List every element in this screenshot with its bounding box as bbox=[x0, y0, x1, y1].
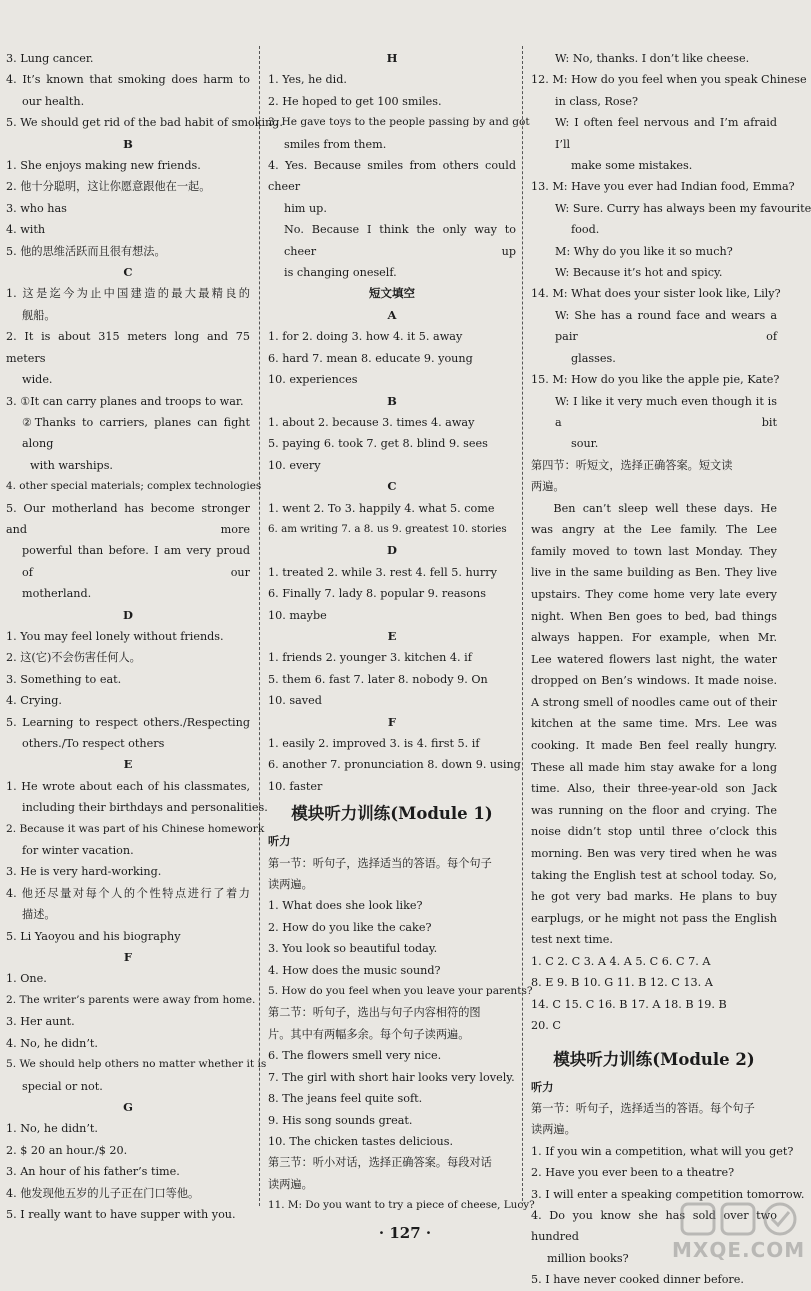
text-line: 1. What does she look like? bbox=[268, 899, 423, 913]
text-line: 2. $ 20 an hour./$ 20. bbox=[6, 1143, 128, 1157]
text-line: 4. with bbox=[6, 223, 46, 237]
text-line: 2. 这(它)不会伤害任何人。 bbox=[6, 651, 141, 665]
text-line: 读两遍。 bbox=[268, 1177, 313, 1191]
text-line: 第四节：听短文，选择正确答案。短文读 bbox=[531, 458, 733, 472]
text-line: 4. No, he didn’t. bbox=[6, 1036, 98, 1050]
text-line: him up. bbox=[284, 201, 327, 215]
text-line: 4. other special materials; complex technologies bbox=[6, 480, 262, 493]
text-line: 3. Lung cancer. bbox=[6, 52, 94, 65]
text-line: 1. Yes, he did. bbox=[268, 73, 347, 87]
text-line: 15. M: How do you like the apple pie, Kate? bbox=[531, 373, 780, 387]
text-line: 5. I have never cooked dinner before. bbox=[531, 1273, 744, 1287]
answer-line: 10. every bbox=[268, 458, 321, 472]
text-line: 2. How do you like the cake? bbox=[268, 920, 432, 934]
text-line: 2. He hoped to get 100 smiles. bbox=[268, 94, 442, 108]
answer-line: 10. faster bbox=[268, 779, 323, 793]
text-line: in class, Rose? bbox=[555, 94, 638, 108]
text-line: 第二节：听句子，选出与句子内容相符的图 bbox=[268, 1006, 481, 1020]
text-line: others./To respect others bbox=[22, 737, 165, 750]
text-line: 14. M: What does your sister look like, Lily? bbox=[531, 287, 781, 301]
answer-line: 10. experiences bbox=[268, 373, 358, 387]
text-line: 3. Something to eat. bbox=[6, 672, 122, 686]
text-line: 5. Our motherland has become stronger and more bbox=[6, 501, 250, 536]
text-line: 4. It’s known that smoking does harm to bbox=[6, 73, 250, 87]
column-middle bbox=[268, 48, 535, 1217]
text-line: including their birthdays and personalities. bbox=[22, 801, 268, 815]
text-line: 1. 这是迄今为止中国建造的最大最精良的 bbox=[6, 287, 250, 301]
text-line: 2. 他十分聪明，这让你愿意跟他在一起。 bbox=[6, 180, 211, 194]
text-line: 3. ①It can carry planes and troops to war. bbox=[6, 394, 244, 408]
text-line: W: No, thanks. I don’t like cheese. bbox=[555, 52, 750, 65]
text-line: W: She has a round face and wears a pair of bbox=[555, 308, 777, 344]
text-line: 10. The chicken tastes delicious. bbox=[268, 1134, 454, 1148]
page-number: · 127 · bbox=[378, 1224, 432, 1242]
text-line: 4. Crying. bbox=[6, 694, 62, 708]
answer-line: 5. them 6. fast 7. later 8. nobody 9. On bbox=[268, 672, 488, 686]
text-line: 5. I really want to have supper with you. bbox=[6, 1207, 236, 1221]
text-line: 3. I will enter a speaking competition tomorrow. bbox=[531, 1187, 805, 1201]
text-line: food. bbox=[571, 223, 600, 237]
text-line: 2. Because it was part of his Chinese homework bbox=[6, 822, 265, 835]
text-line: 3. He is very hard-working. bbox=[6, 865, 162, 879]
answer-line: 5. paying 6. took 7. get 8. blind 9. sees bbox=[268, 437, 488, 451]
text-line: W: Sure. Curry has always been my favourite bbox=[555, 201, 811, 215]
section-heading: H bbox=[386, 51, 398, 65]
column-right bbox=[531, 48, 811, 1291]
section-heading: G bbox=[123, 1099, 133, 1114]
text-line: 13. M: Have you ever had Indian food, Emma? bbox=[531, 180, 795, 194]
text-line: 5. We should get rid of the bad habit of smoking. bbox=[6, 116, 283, 130]
text-line: 第一节：听句子，选择适当的答语。每个句子 bbox=[531, 1102, 755, 1116]
text-line: 5. Learning to respect others./Respecting bbox=[6, 715, 250, 729]
section-heading: B bbox=[123, 136, 133, 151]
answer-line: 1. treated 2. while 3. rest 4. fell 5. hurry bbox=[268, 565, 497, 579]
answer-line: 8. E 9. B 10. G 11. B 12. C 13. A bbox=[531, 976, 713, 990]
text-line: 8. The jeans feel quite soft. bbox=[268, 1092, 423, 1106]
section-heading: D bbox=[387, 543, 397, 558]
section-heading: D bbox=[123, 607, 133, 622]
text-line: W: I often feel nervous and I’m afraid I’ll bbox=[555, 116, 777, 151]
text-line: 4. 他还尽量对每个人的个性特点进行了着力 bbox=[6, 886, 250, 900]
module-title: 模块听力训练(Module 1) bbox=[291, 804, 493, 824]
text-line: glasses. bbox=[571, 351, 616, 365]
text-line: 7. The girl with short hair looks very lovely. bbox=[268, 1070, 515, 1084]
text-line: W: Because it’s hot and spicy. bbox=[555, 266, 723, 280]
answer-line: 1. for 2. doing 3. how 4. it 5. away bbox=[268, 330, 463, 344]
text-line: wide. bbox=[22, 373, 53, 387]
listening-passage: Ben can’t sleep well these days. He was angry at the Lee family. The Lee family moved to town last Monday. They live in the same building as Ben. They live upstairs. They come home very late every night. When Ben goes to bed, bad things always happen. For example, when Mr. Lee watered flowers last night, the water dropped on Ben’s windows. It made noise. A strong smell of noodles came out of their kitchen at the same time. Mrs. Lee was cooking. It made Ben feel really hungry. These all made him stay awake for a long time. Also, their three-year-old son Jack was running on the floor and crying. The noise didn’t stop until three o’clock this morning. Ben was very tired when he was taking the English test at school today. So, he got very bad marks. He plans to buy earplugs, or he might not pass the English test next time. bbox=[531, 501, 777, 947]
text-line: ②Thanks to carriers, planes can fight along bbox=[22, 415, 250, 451]
text-line: 舰船。 bbox=[22, 308, 56, 322]
text-line: 5. How do you feel when you leave your parents? bbox=[268, 985, 533, 998]
text-line: powerful than before. I am very proud of our bbox=[22, 544, 250, 579]
text-line: for winter vacation. bbox=[22, 844, 134, 858]
text-line: 5. 他的思维活跃而且很有想法。 bbox=[6, 244, 166, 258]
text-line: M: Why do you like it so much? bbox=[555, 244, 733, 258]
answer-line: 1. easily 2. improved 3. is 4. first 5. if bbox=[268, 737, 480, 750]
text-line: 1. No, he didn’t. bbox=[6, 1122, 98, 1136]
text-line: 1. You may feel lonely without friends. bbox=[6, 629, 224, 643]
text-line: 3. An hour of his father’s time. bbox=[6, 1165, 180, 1179]
section-heading: F bbox=[387, 714, 397, 729]
answer-line: 6. Finally 7. lady 8. popular 9. reasons bbox=[268, 587, 486, 601]
text-line: 第三节：听小对话，选择正确答案。每段对话 bbox=[268, 1156, 492, 1170]
text-line: make some mistakes. bbox=[571, 159, 693, 173]
text-line: 2. The writer’s parents were away from home. bbox=[6, 993, 256, 1006]
text-line: 5. We should help others no matter whether it is bbox=[6, 1058, 267, 1071]
text-line: 读两遍。 bbox=[531, 1123, 576, 1137]
text-line: 4. Do you know she has sold over two hundred bbox=[531, 1209, 777, 1244]
text-line: No. Because I think the only way to cheer up bbox=[284, 223, 516, 258]
listening-heading: 听力 bbox=[268, 834, 291, 849]
answer-line: 20. C bbox=[531, 1019, 561, 1033]
text-line: 3. Her aunt. bbox=[6, 1015, 75, 1029]
text-line: 第一节：听句子，选择适当的答语。每个句子 bbox=[268, 856, 492, 870]
section-heading: C bbox=[123, 265, 133, 280]
watermark-icon bbox=[672, 1200, 804, 1240]
text-line: million books? bbox=[547, 1251, 629, 1265]
text-line: is changing oneself. bbox=[284, 266, 397, 280]
answer-line: 10. maybe bbox=[268, 608, 327, 622]
text-line: 1. He wrote about each of his classmates, bbox=[6, 779, 250, 793]
section-heading: B bbox=[387, 393, 397, 408]
column-divider bbox=[522, 46, 523, 1206]
text-line: W: I like it very much even though it is a bit bbox=[555, 394, 777, 429]
section-heading: F bbox=[123, 950, 133, 965]
text-line: 1. One. bbox=[6, 972, 47, 986]
section-heading: E bbox=[123, 757, 133, 772]
text-line: special or not. bbox=[22, 1079, 103, 1093]
listening-heading: 听力 bbox=[531, 1079, 554, 1094]
section-heading: E bbox=[387, 628, 397, 643]
answer-line: 14. C 15. C 16. B 17. A 18. B 19. B bbox=[531, 997, 727, 1011]
text-line: 3. who has bbox=[6, 201, 67, 215]
section-heading: A bbox=[387, 307, 397, 322]
text-line: 两遍。 bbox=[531, 480, 565, 494]
module-title: 模块听力训练(Module 2) bbox=[553, 1049, 755, 1069]
text-line: 1. If you win a competition, what will you get? bbox=[531, 1144, 794, 1158]
text-line: with warships. bbox=[30, 458, 113, 472]
text-line: 片。其中有两幅多余。每个句子读两遍。 bbox=[268, 1027, 470, 1041]
section-heading-cloze: 短文填空 bbox=[369, 286, 415, 301]
watermark-logo bbox=[672, 1200, 804, 1266]
answer-line: 6. am writing 7. a 8. us 9. greatest 10. stories bbox=[268, 522, 507, 535]
watermark-text: MXQE.COM bbox=[672, 1238, 806, 1262]
text-line: sour. bbox=[571, 437, 599, 451]
text-line: 2. Have you ever been to a theatre? bbox=[531, 1166, 735, 1180]
text-line: 4. 他发现他五岁的儿子正在门口等他。 bbox=[6, 1186, 200, 1200]
text-line: 3. He gave toys to the people passing by and got bbox=[268, 116, 530, 129]
answer-line: 6. hard 7. mean 8. educate 9. young bbox=[268, 351, 473, 365]
text-line: 1. She enjoys making new friends. bbox=[6, 159, 201, 173]
answer-line: 1. went 2. To 3. happily 4. what 5. come bbox=[268, 501, 495, 515]
text-line: 4. Yes. Because smiles from others could cheer bbox=[268, 159, 516, 194]
answer-line: 10. saved bbox=[268, 694, 322, 708]
text-line: 2. It is about 315 meters long and 75 meters bbox=[6, 330, 250, 365]
text-line: 12. M: How do you feel when you speak Chinese bbox=[531, 73, 807, 87]
text-line: 描述。 bbox=[22, 908, 56, 922]
text-line: 6. The flowers smell very nice. bbox=[268, 1049, 442, 1063]
answer-line: 1. about 2. because 3. times 4. away bbox=[268, 415, 475, 429]
answer-line: 6. another 7. pronunciation 8. down 9. using bbox=[268, 758, 521, 772]
text-line: 读两遍。 bbox=[268, 878, 313, 892]
text-line: smiles from them. bbox=[284, 137, 387, 151]
text-line: 9. His song sounds great. bbox=[268, 1113, 413, 1127]
answer-line: 1. C 2. C 3. A 4. A 5. C 6. C 7. A bbox=[531, 955, 711, 968]
answer-line: 1. friends 2. younger 3. kitchen 4. if bbox=[268, 651, 472, 665]
text-line: our health. bbox=[22, 94, 85, 108]
text-line: 4. How does the music sound? bbox=[268, 963, 441, 977]
text-line: 3. You look so beautiful today. bbox=[268, 942, 438, 956]
column-divider bbox=[259, 46, 260, 1206]
text-line: motherland. bbox=[22, 587, 92, 601]
section-heading: C bbox=[387, 479, 397, 494]
text-line: 5. Li Yaoyou and his biography bbox=[6, 929, 181, 943]
text-line: 11. M: Do you want to try a piece of cheese, Lucy? bbox=[268, 1199, 535, 1212]
